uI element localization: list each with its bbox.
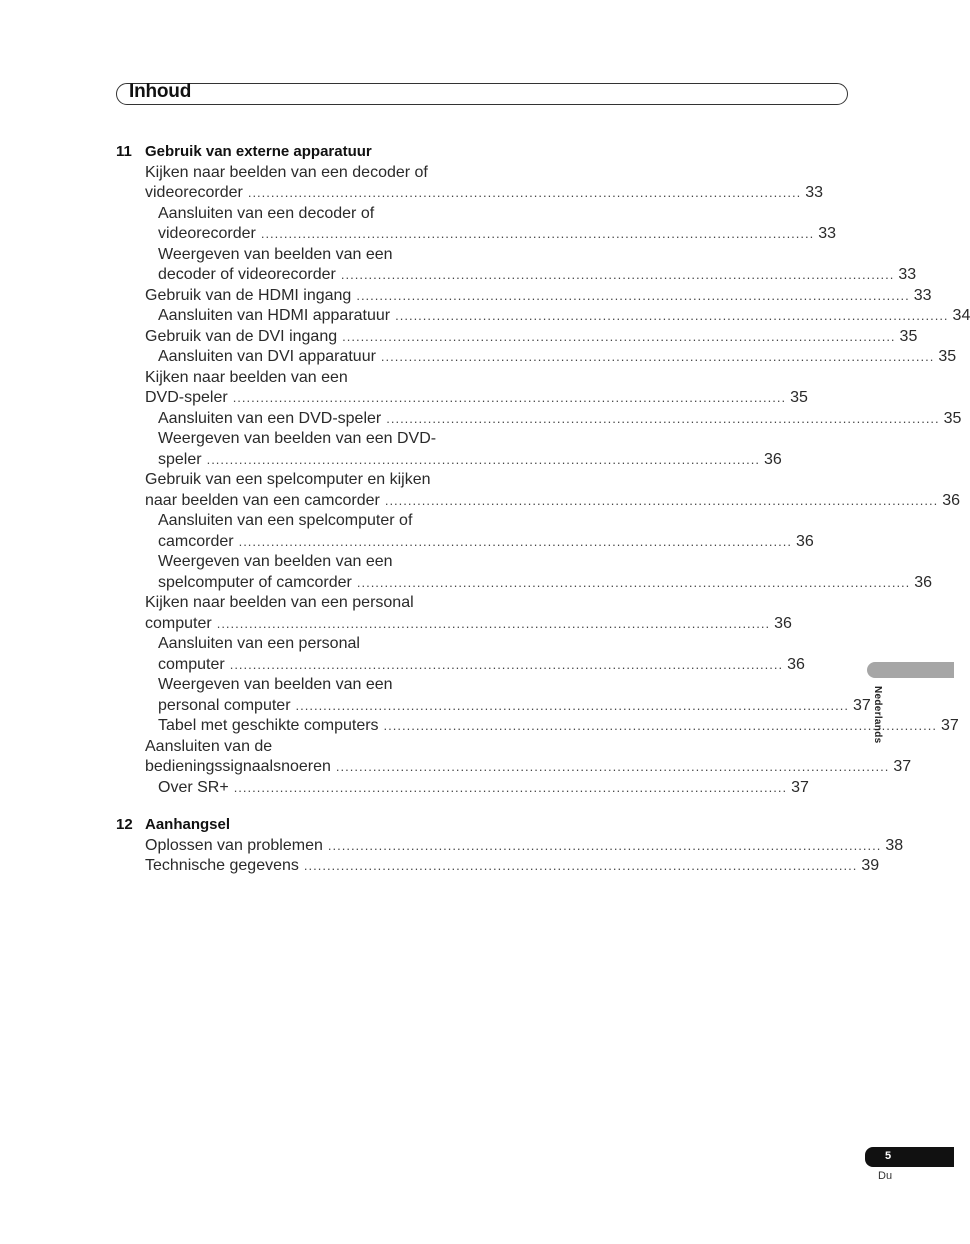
dot-leader: ........................................................................................................................: [303, 858, 858, 873]
chapter-number: 11: [116, 143, 132, 160]
page-number: 5: [885, 1150, 892, 1162]
entry-page-number: 37: [791, 778, 809, 796]
chapter-heading[interactable]: [116, 815, 466, 836]
dot-leader: ........................................................................................................................: [356, 287, 910, 303]
entry-text-line: Weergeven van beelden van een: [158, 553, 393, 570]
entry-text-line: bedieningssignaalsnoeren: [145, 758, 331, 775]
dot-leader: ........................................................................................................................: [238, 533, 792, 549]
entry-page-number: 33: [805, 184, 824, 201]
entry-page-number: 33: [913, 286, 932, 304]
entry-page-number: 33: [898, 266, 917, 283]
entry-text-line: Over SR+: [158, 778, 229, 796]
entry-text-line: Oplossen van problemen: [145, 836, 323, 854]
entry-page-number: 36: [796, 532, 814, 550]
entry-text-line: Aansluiten van een personal: [158, 635, 360, 652]
entry-page-number: 36: [764, 450, 782, 468]
page-number-tab: [865, 1147, 954, 1167]
dot-leader: ........................................................................................................................: [383, 718, 937, 733]
chapter-title: Gebruik van externe apparatuur: [145, 143, 372, 160]
chapter-heading[interactable]: [116, 142, 466, 163]
toc-entry[interactable]: [116, 306, 970, 327]
entry-text-line: camcorder: [158, 532, 234, 550]
entry-page-number: 37: [940, 717, 959, 734]
toc-entry[interactable]: [116, 552, 933, 593]
entry-text-line: Kijken naar beelden van een personal: [145, 594, 414, 611]
toc-entry[interactable]: [116, 470, 961, 511]
entry-text-line: Gebruik van de HDMI ingang: [145, 286, 352, 304]
page-language-code: Du: [878, 1170, 893, 1182]
entry-text-line: Gebruik van de DVI ingang: [145, 327, 338, 345]
entry-text-line: Weergeven van beelden van een: [158, 676, 393, 693]
toc-entry[interactable]: [116, 327, 918, 348]
toc-entry[interactable]: [116, 675, 871, 716]
entry-page-number: 35: [943, 409, 962, 427]
toc-entry[interactable]: [116, 163, 824, 204]
entry-text-line: Aansluiten van de: [145, 737, 273, 755]
dot-leader: ........................................................................................................................: [340, 267, 895, 282]
entry-text-line: Aansluiten van een decoder of: [158, 204, 375, 222]
language-tab: [867, 662, 954, 678]
toc-entry[interactable]: [116, 409, 962, 430]
section-header: [116, 83, 848, 105]
dot-leader: ........................................................................................................................: [395, 308, 949, 323]
entry-text-line: decoder of videorecorder: [158, 266, 336, 283]
page-title: Inhoud: [129, 81, 192, 102]
entry-page-number: 37: [893, 758, 912, 775]
toc-entry[interactable]: [116, 593, 792, 634]
entry-text-line: videorecorder: [158, 225, 256, 242]
toc-entry[interactable]: [116, 778, 809, 799]
entry-text-line: Aansluiten van DVI apparatuur: [158, 348, 376, 365]
chapter-title: Aanhangsel: [145, 816, 231, 833]
toc-entry[interactable]: [116, 511, 814, 552]
entry-page-number: 33: [818, 225, 837, 242]
dot-leader: ........................................................................................................................: [386, 410, 940, 426]
entry-page-number: 36: [787, 655, 805, 673]
entry-page-number: 35: [790, 389, 808, 406]
entry-text-line: Kijken naar beelden van een decoder of: [145, 163, 428, 181]
entry-page-number: 36: [774, 614, 792, 632]
dot-leader: ........................................................................................................................: [232, 390, 787, 405]
dot-leader: ........................................................................................................................: [260, 226, 815, 241]
entry-text-line: Aansluiten van HDMI apparatuur: [158, 307, 391, 324]
entry-text-line: Kijken naar beelden van een: [145, 368, 348, 386]
entry-page-number: 39: [861, 857, 880, 874]
toc-entry[interactable]: [116, 204, 837, 245]
dot-leader: ........................................................................................................................: [247, 185, 802, 200]
entry-page-number: 36: [942, 491, 961, 509]
dot-leader: ........................................................................................................................: [233, 779, 788, 795]
dot-leader: ........................................................................................................................: [342, 328, 896, 344]
dot-leader: ........................................................................................................................: [335, 759, 890, 774]
dot-leader: ........................................................................................................................: [229, 656, 784, 672]
entry-text-line: DVD-speler: [145, 389, 228, 406]
entry-text-line: Technische gegevens: [145, 857, 299, 874]
entry-page-number: 34: [952, 307, 970, 324]
entry-page-number: 38: [885, 836, 904, 854]
dot-leader: ........................................................................................................................: [216, 615, 771, 631]
chapter-number: 12: [116, 816, 133, 833]
entry-text-line: Weergeven van beelden van een DVD-: [158, 430, 437, 447]
toc-entry[interactable]: [116, 634, 805, 675]
toc-entry[interactable]: [116, 737, 912, 778]
dot-leader: ........................................................................................................................: [295, 697, 849, 713]
dot-leader: ........................................................................................................................: [327, 837, 882, 853]
entry-page-number: 35: [938, 348, 957, 365]
toc-entry[interactable]: [116, 429, 782, 470]
entry-text-line: spelcomputer of camcorder: [158, 573, 352, 591]
dot-leader: ........................................................................................................................: [206, 451, 760, 467]
toc-chapter: [116, 815, 904, 877]
toc-entry[interactable]: [116, 836, 904, 857]
toc-entry[interactable]: [116, 856, 880, 877]
toc-entry[interactable]: [116, 245, 917, 286]
entry-text-line: speler: [158, 450, 202, 468]
entry-text-line: computer: [145, 614, 212, 632]
entry-page-number: 36: [914, 573, 933, 591]
toc-entry[interactable]: [116, 368, 808, 409]
toc-entry[interactable]: [116, 286, 932, 307]
entry-text-line: Tabel met geschikte computers: [158, 717, 379, 734]
dot-leader: ........................................................................................................................: [356, 574, 911, 590]
language-label: Nederlands: [872, 686, 883, 744]
dot-leader: ........................................................................................................................: [384, 492, 939, 508]
entry-text-line: naar beelden van een camcorder: [145, 491, 380, 509]
entry-text-line: personal computer: [158, 696, 291, 714]
entry-text-line: Weergeven van beelden van een: [158, 245, 393, 263]
entry-text-line: videorecorder: [145, 184, 243, 201]
entry-text-line: Gebruik van een spelcomputer en kijken: [145, 471, 431, 488]
dot-leader: ........................................................................................................................: [380, 349, 935, 364]
toc-entry[interactable]: [116, 716, 959, 737]
entry-page-number: 35: [899, 327, 918, 345]
entry-text-line: computer: [158, 655, 225, 673]
entry-text-line: Aansluiten van een spelcomputer of: [158, 512, 413, 529]
entry-text-line: Aansluiten van een DVD-speler: [158, 409, 382, 427]
toc-entry[interactable]: [116, 347, 957, 368]
entry-page-number: 37: [852, 696, 871, 714]
